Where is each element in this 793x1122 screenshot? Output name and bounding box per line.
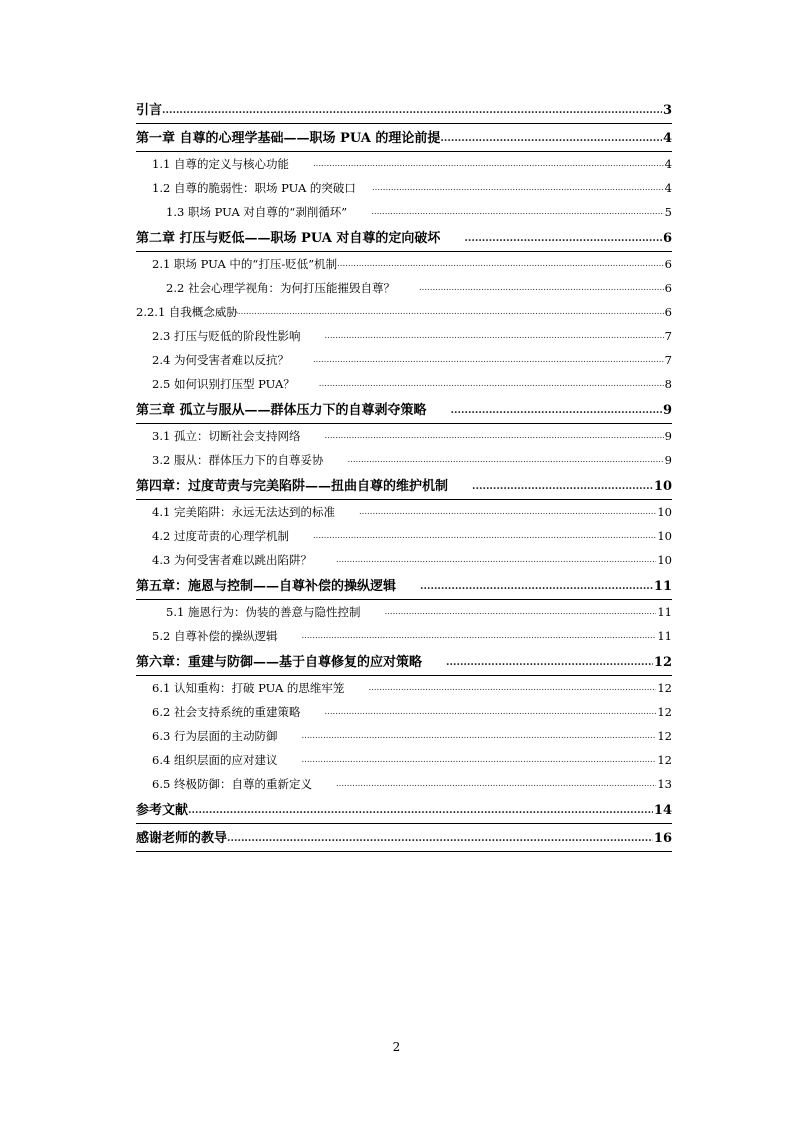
- toc-dot-leader: [472, 475, 653, 499]
- toc-page-number: 12: [657, 753, 672, 767]
- toc-dot-leader: [451, 399, 662, 423]
- toc-entry-title: 2.1 职场 PUA 中的“打压-贬低”机制: [152, 257, 338, 271]
- toc-entry-title: 第三章 孤立与服从——群体压力下的自尊剥夺策略: [136, 403, 427, 418]
- toc-entry-title: 2.2 社会心理学视角：为何打压能摧毁自尊？: [166, 281, 395, 295]
- toc-page-number: 6: [664, 281, 672, 295]
- toc-page-number: 12: [657, 705, 672, 719]
- toc-section-entry[interactable]: [136, 372, 672, 396]
- toc-entry-title: 2.2.1 自我概念威胁: [136, 305, 238, 319]
- toc-chapter-entry[interactable]: [136, 399, 672, 424]
- toc-dot-leader: [464, 227, 662, 251]
- toc-section-entry[interactable]: [136, 748, 672, 772]
- toc-dot-leader: [371, 200, 663, 224]
- toc-entry-title: 6.3 行为层面的主动防御: [152, 729, 278, 743]
- toc-dot-leader: [384, 600, 656, 624]
- toc-entry-title: 4.3 为何受害者难以跳出陷阱？: [152, 553, 312, 567]
- toc-section-entry[interactable]: [136, 600, 672, 624]
- toc-page-number: 14: [653, 803, 672, 818]
- toc-entry-title: 5.2 自尊补偿的操纵逻辑: [152, 629, 278, 643]
- toc-dot-leader: [359, 500, 656, 524]
- toc-section-entry[interactable]: [136, 548, 672, 572]
- toc-dot-leader: [324, 424, 663, 448]
- toc-page-number: 10: [657, 505, 672, 519]
- toc-dot-leader: [238, 300, 664, 324]
- toc-dot-leader: [301, 724, 656, 748]
- toc-page-number: 12: [657, 681, 672, 695]
- toc-page-number: 10: [657, 553, 672, 567]
- toc-page-number: 4: [662, 131, 672, 146]
- toc-dot-leader: [440, 127, 662, 151]
- toc-section-entry[interactable]: [136, 200, 672, 224]
- toc-dot-leader: [419, 276, 664, 300]
- toc-dot-leader: [446, 651, 653, 675]
- toc-entry-title: 感谢老师的教导: [136, 831, 228, 846]
- toc-chapter-entry[interactable]: [136, 575, 672, 600]
- table-of-contents: [136, 96, 672, 852]
- toc-section-entry[interactable]: [136, 348, 672, 372]
- toc-section-entry[interactable]: [136, 152, 672, 176]
- toc-dot-leader: [324, 324, 663, 348]
- toc-entry-title: 5.1 施恩行为：伪装的善意与隐性控制: [166, 605, 361, 619]
- toc-entry-title: 1.3 职场 PUA 对自尊的“剥削循环”: [166, 205, 348, 219]
- toc-dot-leader: [227, 827, 653, 851]
- toc-page-number: 5: [664, 205, 672, 219]
- toc-entry-title: 3.2 服从：群体压力下的自尊妥协: [152, 453, 324, 467]
- toc-entry-title: 第一章 自尊的心理学基础——职场 PUA 的理论前提: [136, 131, 441, 146]
- toc-page-number: 10: [653, 479, 672, 494]
- toc-entry-title: 6.5 终极防御：自尊的重新定义: [152, 777, 312, 791]
- toc-page-number: 10: [657, 529, 672, 543]
- toc-section-entry[interactable]: [136, 700, 672, 724]
- toc-entry-title: 第二章 打压与贬低——职场 PUA 对自尊的定向破坏: [136, 231, 441, 246]
- toc-section-entry[interactable]: [136, 276, 672, 300]
- toc-section-entry[interactable]: [136, 424, 672, 448]
- toc-page-number: 9: [662, 403, 672, 418]
- toc-entry-title: 3.1 孤立：切断社会支持网络: [152, 429, 301, 443]
- toc-entry-title: 2.3 打压与贬低的阶段性影响: [152, 329, 301, 343]
- toc-section-entry[interactable]: [136, 324, 672, 348]
- toc-chapter-entry[interactable]: [136, 827, 672, 852]
- toc-chapter-entry[interactable]: [136, 651, 672, 676]
- toc-entry-title: 2.4 为何受害者难以反抗？: [152, 353, 289, 367]
- toc-entry-title: 6.1 认知重构：打破 PUA 的思维牢笼: [152, 681, 345, 695]
- toc-section-entry[interactable]: [136, 300, 672, 324]
- toc-section-entry[interactable]: [136, 724, 672, 748]
- toc-page-number: 9: [664, 429, 672, 443]
- toc-page-number: 11: [657, 605, 672, 619]
- toc-page-number: 6: [664, 305, 672, 319]
- toc-dot-leader: [313, 152, 664, 176]
- toc-dot-leader: [368, 676, 656, 700]
- toc-page-number: 4: [664, 181, 672, 195]
- toc-section-entry[interactable]: [136, 524, 672, 548]
- toc-dot-leader: [336, 772, 656, 796]
- toc-entry-title: 2.5 如何识别打压型 PUA？: [152, 377, 295, 391]
- toc-chapter-entry[interactable]: [136, 99, 672, 124]
- toc-dot-leader: [188, 799, 653, 823]
- toc-chapter-entry[interactable]: [136, 475, 672, 500]
- toc-entry-title: 1.1 自尊的定义与核心功能: [152, 157, 289, 171]
- toc-chapter-entry[interactable]: [136, 127, 672, 152]
- toc-page-number: 16: [653, 831, 672, 846]
- toc-section-entry[interactable]: [136, 500, 672, 524]
- toc-page-number: 12: [657, 729, 672, 743]
- toc-dot-leader: [301, 748, 656, 772]
- toc-dot-leader: [347, 448, 663, 472]
- toc-page-number: 7: [664, 353, 672, 367]
- toc-page-number: 13: [657, 777, 672, 791]
- toc-dot-leader: [337, 252, 664, 276]
- toc-page-number: 8: [664, 377, 672, 391]
- toc-dot-leader: [420, 575, 653, 599]
- toc-chapter-entry[interactable]: [136, 227, 672, 252]
- toc-chapter-entry[interactable]: [136, 799, 672, 824]
- toc-page-number: 3: [662, 103, 672, 118]
- toc-page-number: 11: [653, 579, 672, 594]
- toc-page-number: 7: [664, 329, 672, 343]
- toc-dot-leader: [313, 524, 656, 548]
- toc-entry-title: 第四章：过度苛责与完美陷阱——扭曲自尊的维护机制: [136, 479, 449, 494]
- toc-dot-leader: [301, 624, 656, 648]
- toc-entry-title: 引言: [136, 103, 163, 118]
- toc-entry-title: 1.2 自尊的脆弱性：职场 PUA 的突破口: [152, 181, 356, 195]
- toc-section-entry[interactable]: [136, 676, 672, 700]
- toc-dot-leader: [319, 372, 664, 396]
- toc-entry-title: 第五章：施恩与控制——自尊补偿的操纵逻辑: [136, 579, 397, 594]
- toc-entry-title: 4.2 过度苛责的心理学机制: [152, 529, 289, 543]
- toc-page-number: 9: [664, 453, 672, 467]
- toc-section-entry[interactable]: [136, 624, 672, 648]
- toc-entry-title: 参考文献: [136, 803, 189, 818]
- toc-entry-title: 6.2 社会支持系统的重建策略: [152, 705, 301, 719]
- toc-section-entry[interactable]: [136, 252, 672, 276]
- toc-section-entry[interactable]: [136, 772, 672, 796]
- toc-dot-leader: [313, 348, 664, 372]
- toc-dot-leader: [324, 700, 656, 724]
- toc-page-number: 4: [664, 157, 672, 171]
- page-number: 2: [392, 1040, 401, 1054]
- toc-page-number: 6: [664, 257, 672, 271]
- toc-section-entry[interactable]: [136, 448, 672, 472]
- toc-entry-title: 第六章：重建与防御——基于自尊修复的应对策略: [136, 655, 423, 670]
- toc-entry-title: 6.4 组织层面的应对建议: [152, 753, 278, 767]
- toc-dot-leader: [162, 99, 662, 123]
- toc-page-number: 6: [662, 231, 672, 246]
- toc-dot-leader: [336, 548, 656, 572]
- toc-page-number: 12: [653, 655, 672, 670]
- toc-section-entry[interactable]: [136, 176, 672, 200]
- toc-dot-leader: [372, 176, 664, 200]
- toc-page-number: 11: [657, 629, 672, 643]
- toc-entry-title: 4.1 完美陷阱：永远无法达到的标准: [152, 505, 335, 519]
